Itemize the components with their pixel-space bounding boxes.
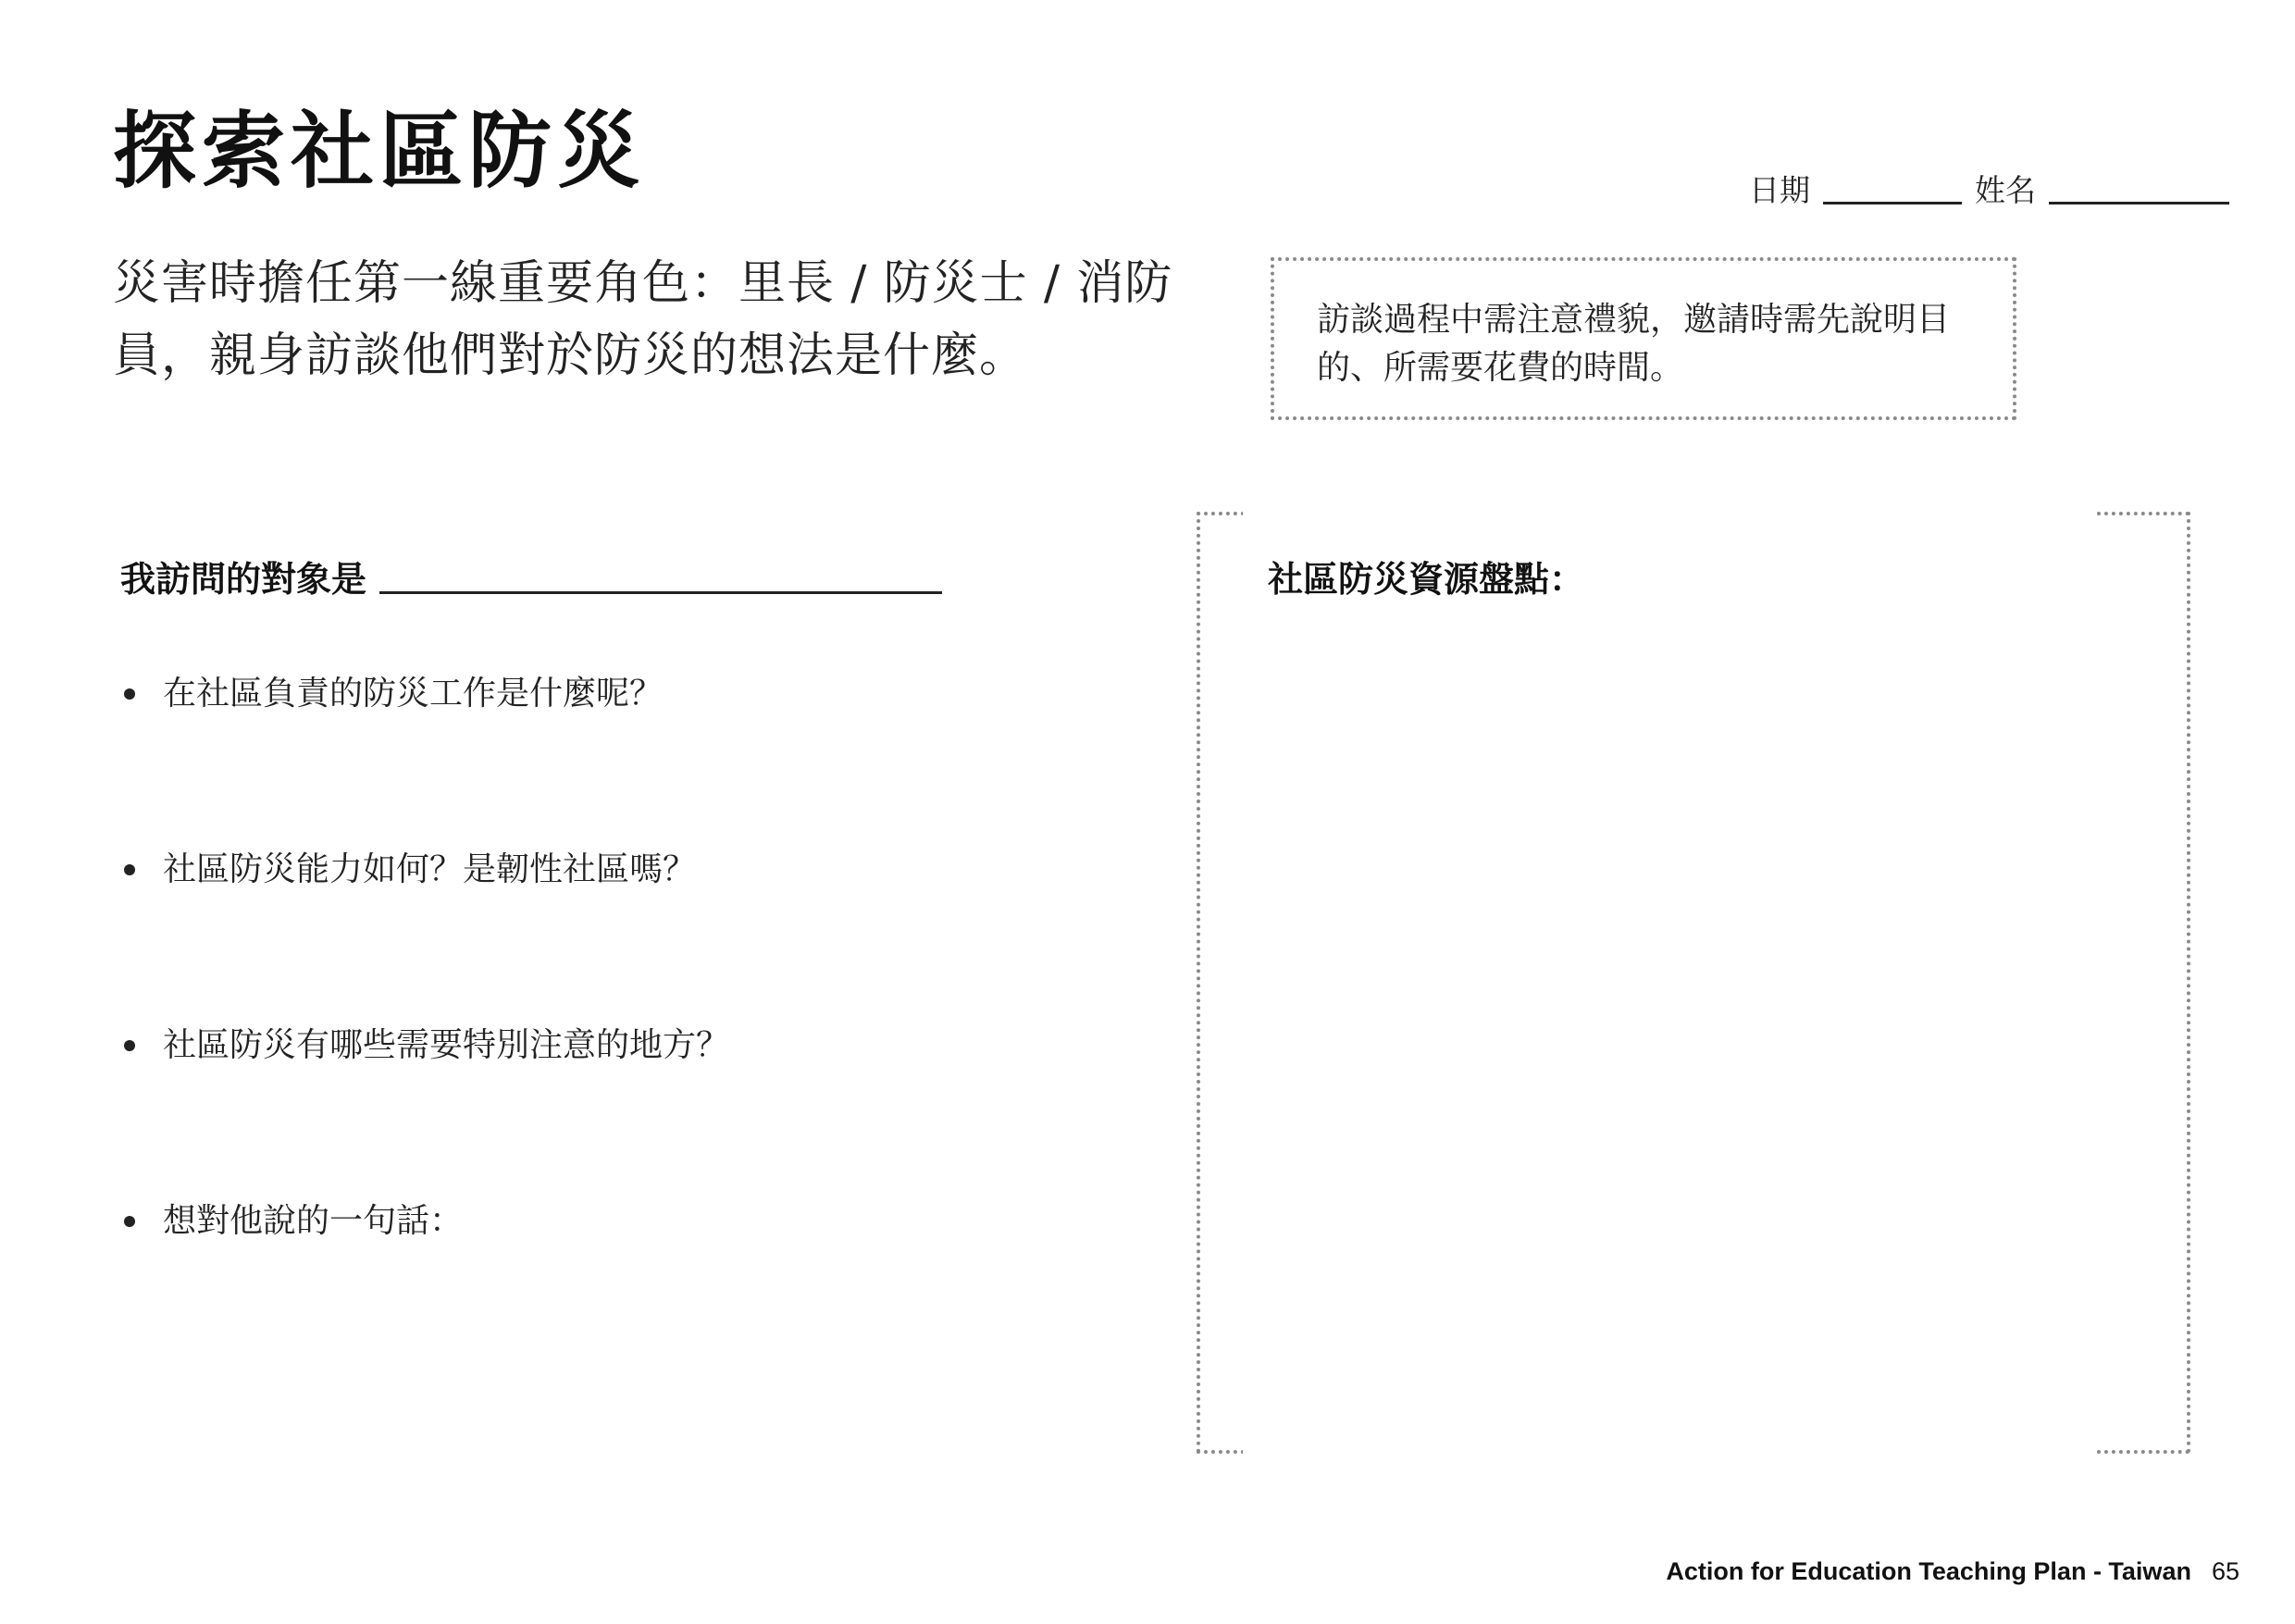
page-footer: [1388, 1557, 2239, 1586]
date-name-fields: [1749, 167, 2229, 210]
interviewee-blank-line[interactable]: [379, 590, 942, 594]
question-item: 在社區負責的防災工作是什麼呢？: [120, 666, 1138, 842]
bullet-icon: [124, 1216, 135, 1227]
bullet-icon: [124, 864, 135, 875]
note-text: 訪談過程中需注意禮貌，邀請時需先說明目的、所需要花費的時間。: [1317, 301, 1951, 387]
date-label: 日期: [1749, 172, 1810, 208]
footer-text: Action for Education Teaching Plan - Taiwan: [1666, 1557, 2191, 1585]
interviewee-field: [120, 551, 942, 601]
frame-gap-bottom: [1243, 1446, 2096, 1456]
interviewee-label: 我訪問的對象是: [120, 559, 367, 600]
question-item: 想對他說的一句話：: [120, 1194, 1138, 1370]
resource-inventory-title: 社區防災資源盤點：: [1268, 559, 1585, 600]
date-blank-line[interactable]: [1823, 201, 1962, 205]
frame-gap-top: [1243, 510, 2096, 519]
bullet-icon: [124, 688, 135, 700]
question-item: 社區防災能力如何？是韌性社區嗎？: [120, 842, 1138, 1018]
question-item: 社區防災有哪些需要特別注意的地方？: [120, 1018, 1138, 1194]
question-list: [120, 666, 1138, 1370]
page-title: 探索社區防災: [113, 103, 646, 200]
intro-text: 災害時擔任第一線重要角色：里長 / 防災士 / 消防員，親身訪談他們對於防災的想法是什麼。: [113, 256, 1173, 383]
resource-inventory-box[interactable]: [1197, 512, 2190, 1454]
name-blank-line[interactable]: [2049, 201, 2229, 205]
interview-etiquette-note: [1271, 257, 2016, 420]
bullet-icon: [124, 1040, 135, 1051]
name-label: 姓名: [1975, 172, 2036, 208]
page-number: 65: [2211, 1557, 2239, 1585]
